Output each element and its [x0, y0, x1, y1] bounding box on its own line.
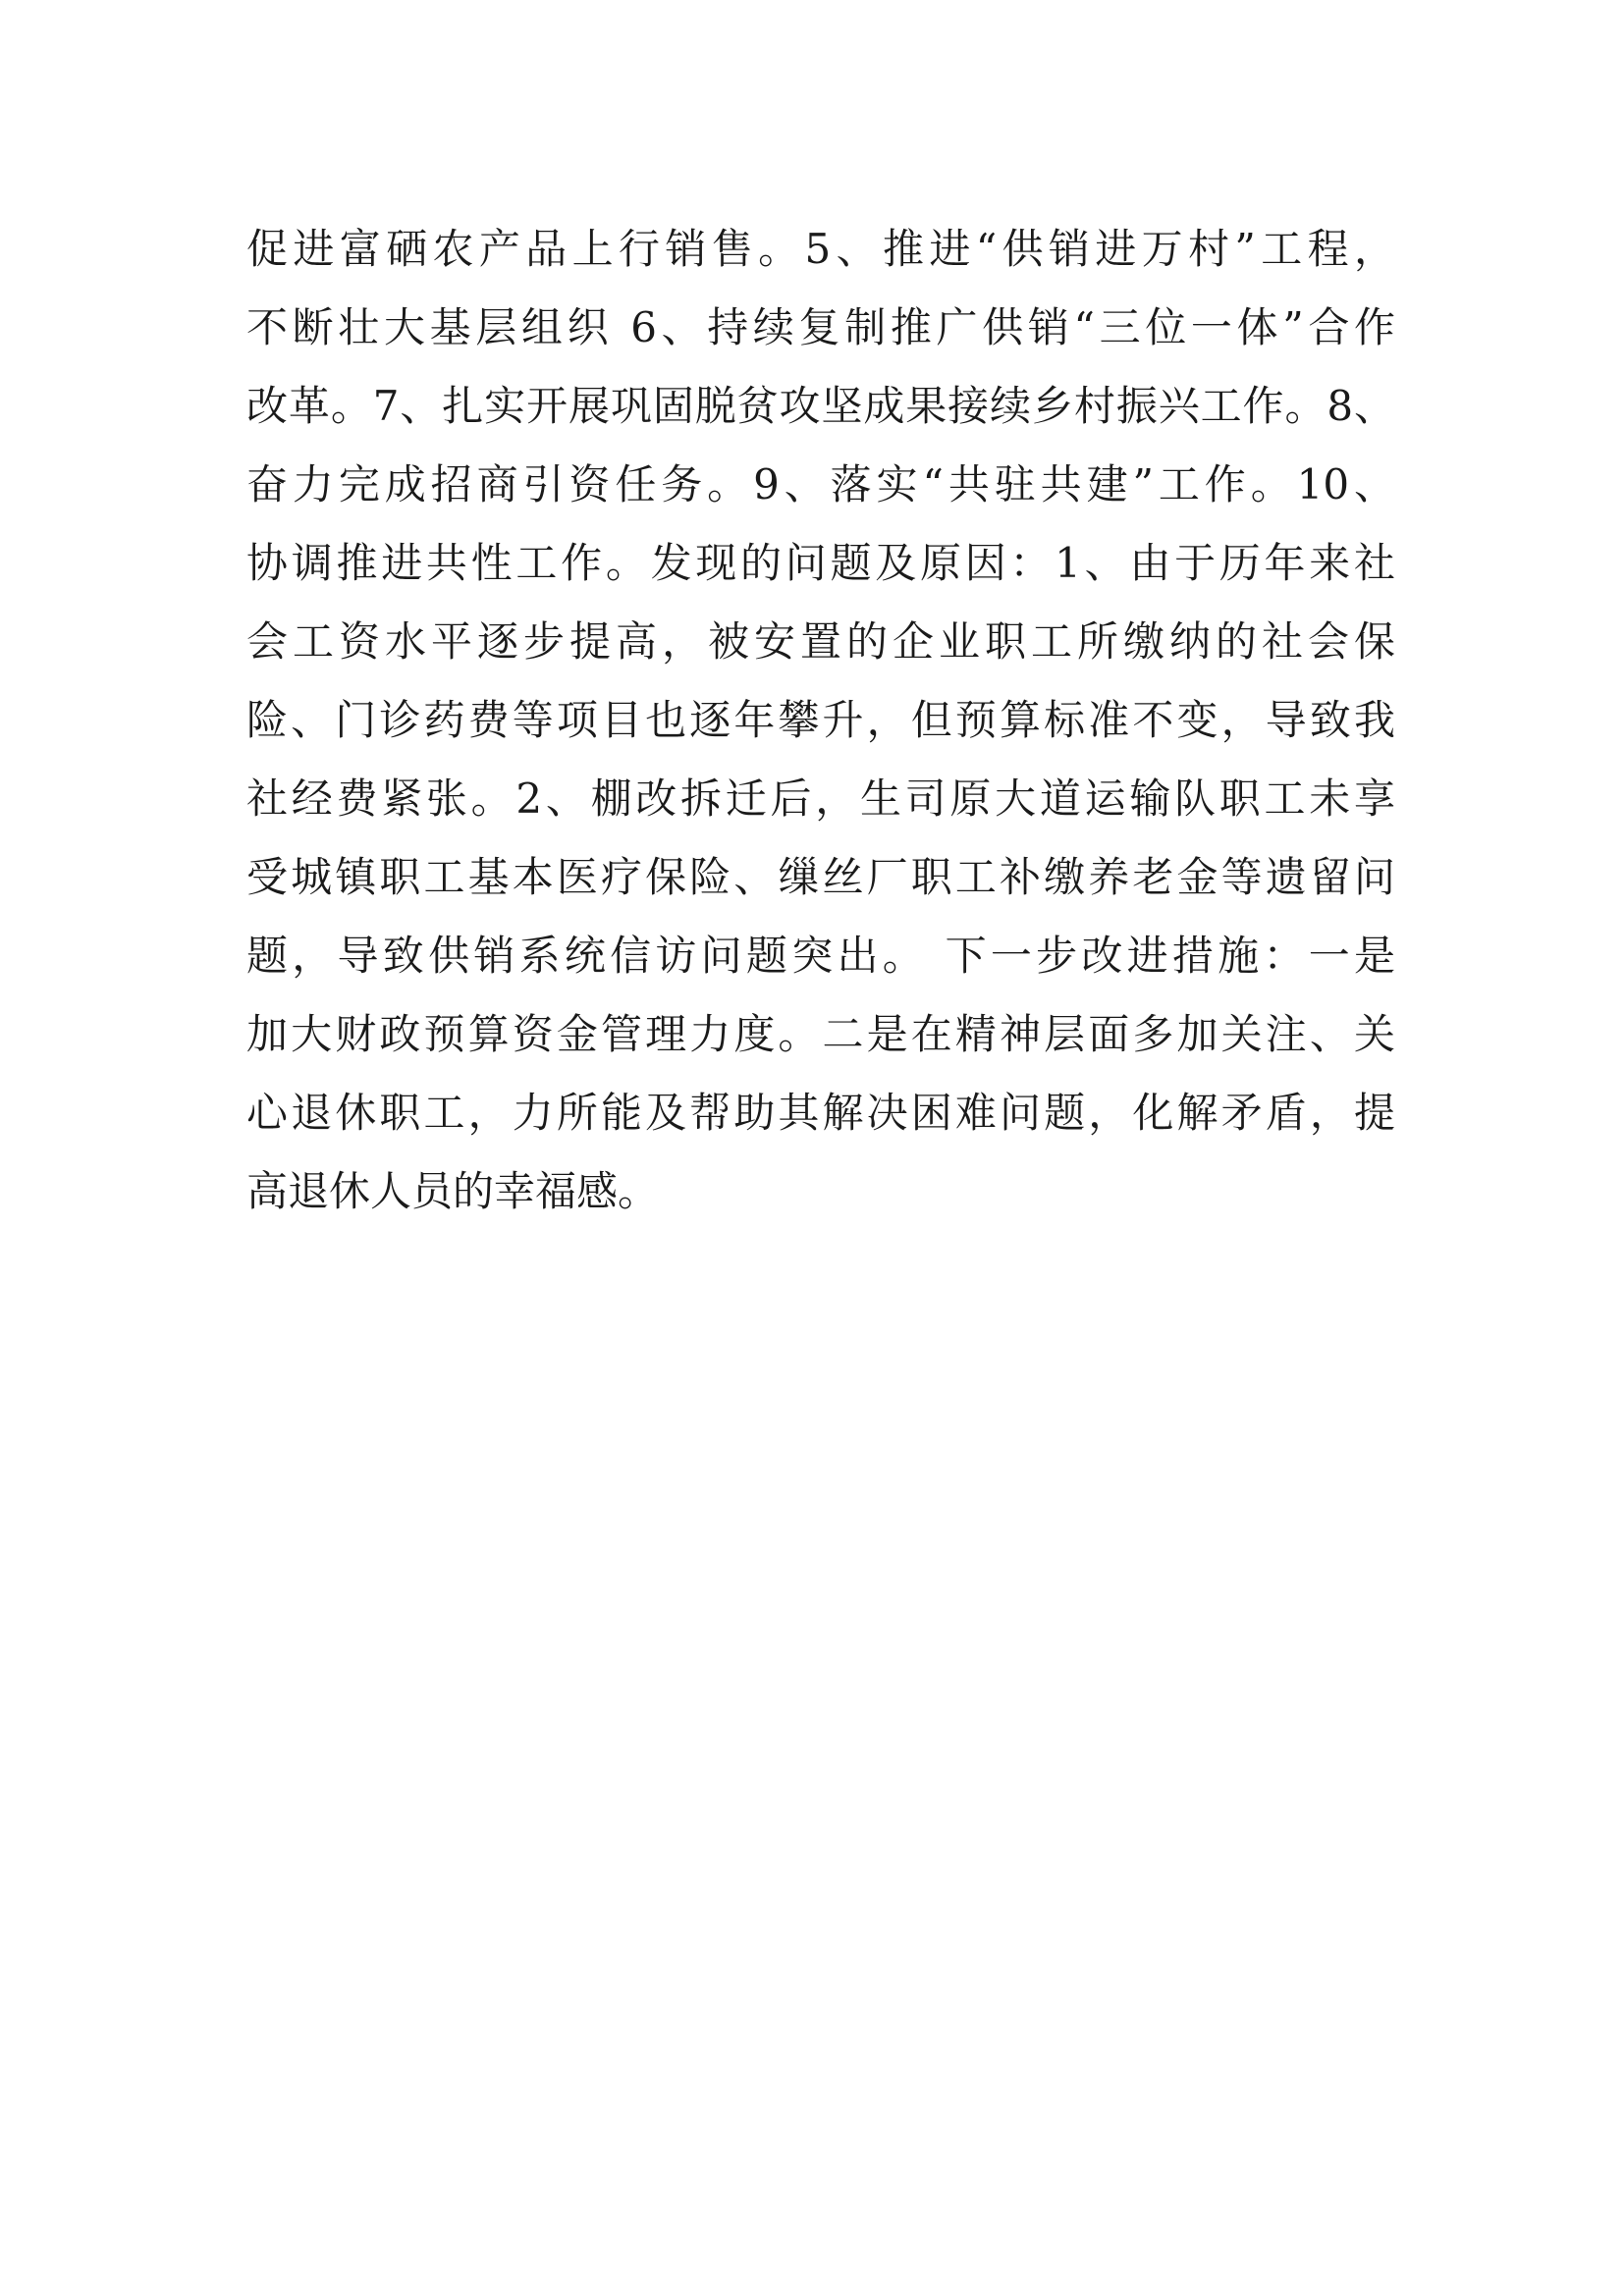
paragraph-line-3: 改革。7、扎实开展巩固脱贫攻坚成果接续乡村振兴工作。8、: [246, 382, 1395, 430]
paragraph-line-5: 协调推进共性工作。发现的问题及原因：1、由于历年来社: [246, 539, 1395, 587]
paragraph-line-4: 奋力完成招商引资任务。9、落实“共驻共建”工作。10、: [246, 460, 1395, 508]
paragraph-line-10: 题，导致供销系统信访问题突出。 下一步改进措施：一是: [246, 932, 1395, 980]
paragraph-line-1: 促进富硒农产品上行销售。5、推进“供销进万村”工程，: [246, 225, 1395, 273]
paragraph-line-11: 加大财政预算资金管理力度。二是在精神层面多加关注、关: [246, 1010, 1395, 1058]
paragraph-line-13: 高退休人员的幸福感。: [246, 1167, 660, 1215]
paragraph-line-8: 社经费紧张。2、棚改拆迁后，生司原大道运输队职工未享: [246, 774, 1395, 823]
paragraph-line-2: 不断壮大基层组织 6、持续复制推广供销“三位一体”合作: [246, 303, 1395, 351]
paragraph-line-9: 受城镇职工基本医疗保险、缫丝厂职工补缴养老金等遗留问: [246, 853, 1395, 901]
paragraph-line-6: 会工资水平逐步提高，被安置的企业职工所缴纳的社会保: [246, 617, 1395, 666]
body-paragraph: [246, 210, 1395, 1231]
paragraph-line-7: 险、门诊药费等项目也逐年攀升，但预算标准不变，导致我: [246, 696, 1395, 744]
paragraph-line-12: 心退休职工，力所能及帮助其解决困难问题，化解矛盾，提: [246, 1089, 1395, 1137]
